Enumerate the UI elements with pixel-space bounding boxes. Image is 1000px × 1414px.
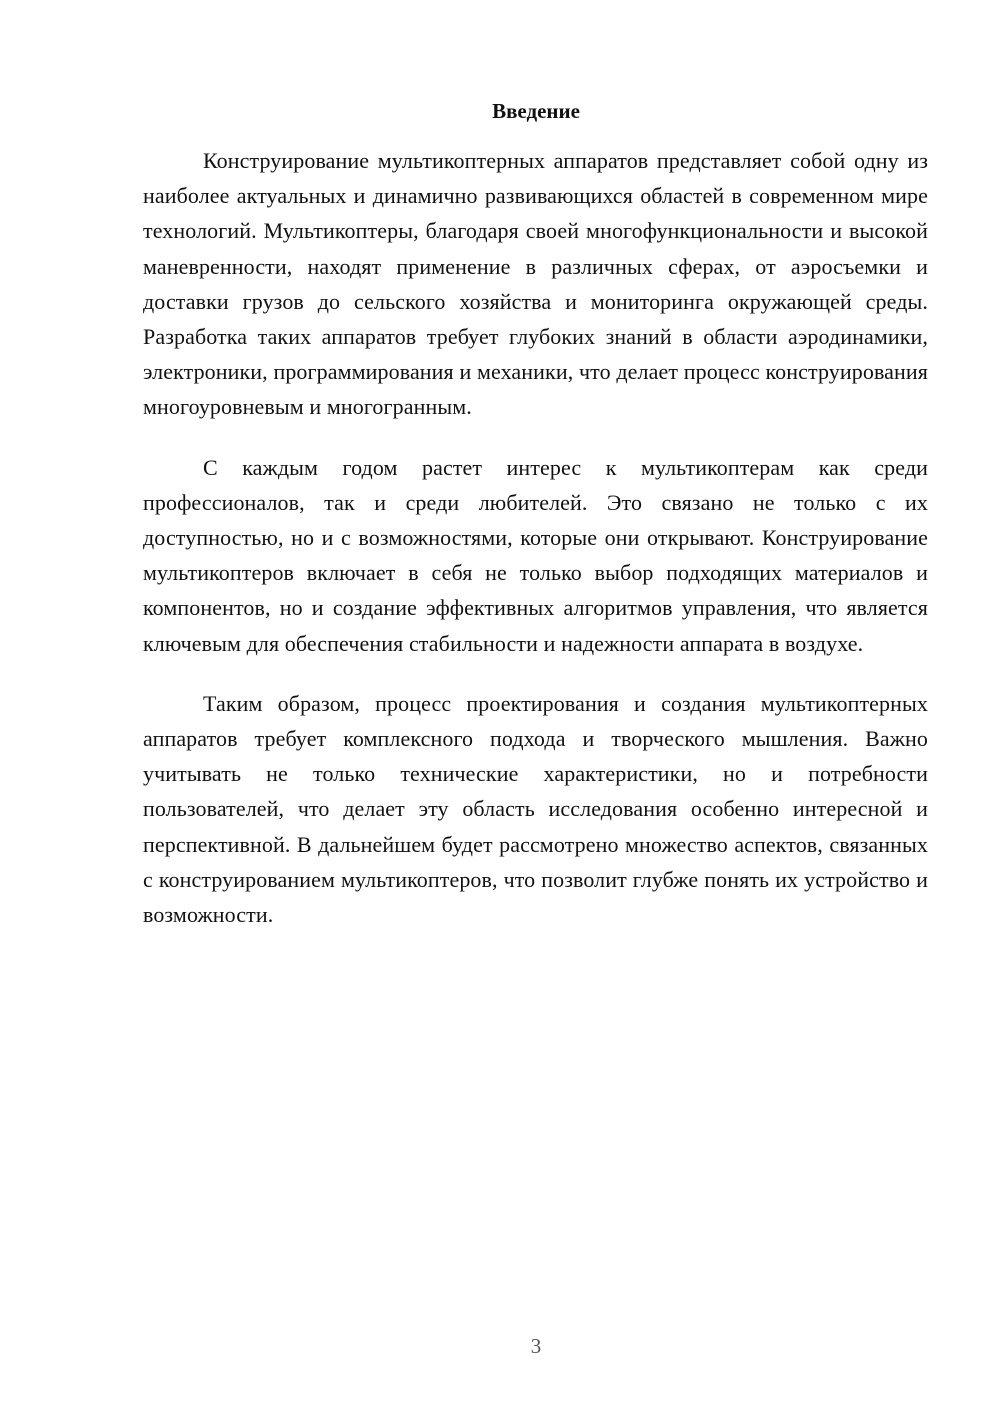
page-number: 3 (530, 1334, 542, 1358)
paragraph-1: Конструирование мультикоптерных аппаратов представляет собой одну из наиболее актуальных и динамично развивающихся областей в современном мире технологий. Мультикоптеры, благодаря своей многофункциональности и высокой маневренности, находят применение в различных сферах, от аэросъемки и доставки грузов до сельского хозяйства и мониторинга окружающей среды. Разработка таких аппаратов требует глубоких знаний в области аэродинамики, электроники, программирования и механики, что делает процесс конструирования многоуровневым и многогранным. (143, 148, 928, 420)
paragraph-3: Таким образом, процесс проектирования и создания мультикоптерных аппаратов требует комплексного подхода и творческого мышления. Важно учитывать не только технические характеристики, но и потребности пользователей, что делает эту область исследования особенно интересной и перспективной. В дальнейшем будет рассмотрено множество аспектов, связанных с конструированием мультикоптеров, что позволит глубже понять их устройство и возможности. (143, 690, 928, 928)
section-heading: Введение (492, 99, 580, 123)
paragraph-2: С каждым годом растет интерес к мультикоптерам как среди профессионалов, так и среди любителей. Это связано не только с их доступностью, но и с возможностями, которые они открывают. Конструирование мультикоптеров включает в себя не только выбор подходящих материалов и компонентов, но и создание эффективных алгоритмов управления, что является ключевым для обеспечения стабильности и надежности аппарата в воздухе. (143, 454, 928, 656)
body-text (143, 143, 928, 957)
